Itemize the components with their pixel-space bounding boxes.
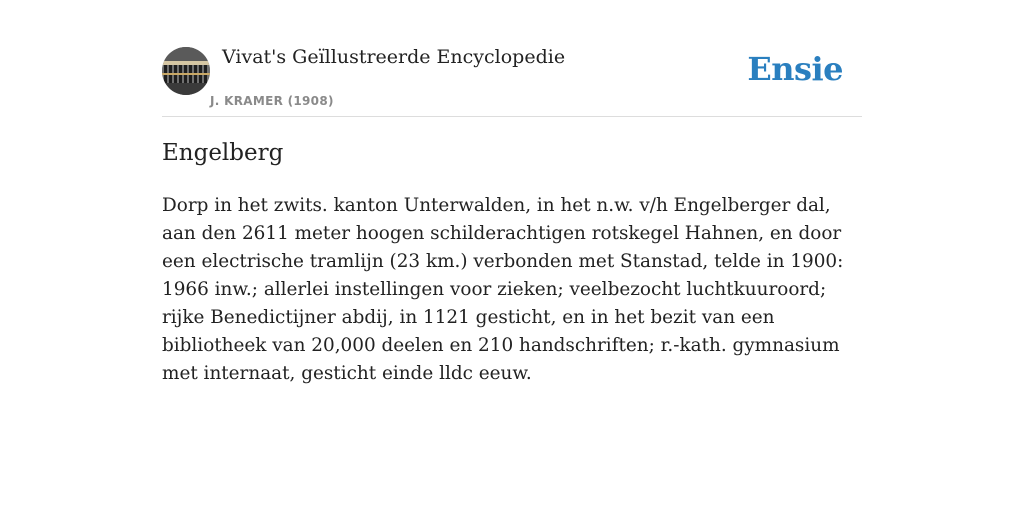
source-title[interactable]: Vivat's Geïllustreerde Encyclopedie — [222, 46, 566, 68]
ensie-logo[interactable]: Ensie — [747, 50, 843, 88]
source-header — [162, 0, 862, 117]
page-content — [162, 0, 862, 384]
entry-body: Dorp in het zwits. kanton Unterwalden, in het n.w. v/h Engelberger dal, aan den 2611 meter hoogen schilderachtigen rotskegel Hahnen, en door een electrische tramlijn (23 km.) verbonden met Stanstad, telde in 1900: 1966 inw.; allerlei instellingen voor zieken; veelbezocht luchtkuuroord; rijke Benedictijner abdij, in 1121 gesticht, en in het bezit van een bibliotheek van 20,000 deelen en 210 handschriften; r.-kath. gymnasium met internaat, gesticht einde lldc eeuw. — [162, 195, 844, 384]
source-author-year: J. KRAMER (1908) — [210, 94, 334, 108]
entry-title: Engelberg — [162, 140, 284, 166]
encyclopedia-books-avatar[interactable] — [162, 47, 210, 95]
